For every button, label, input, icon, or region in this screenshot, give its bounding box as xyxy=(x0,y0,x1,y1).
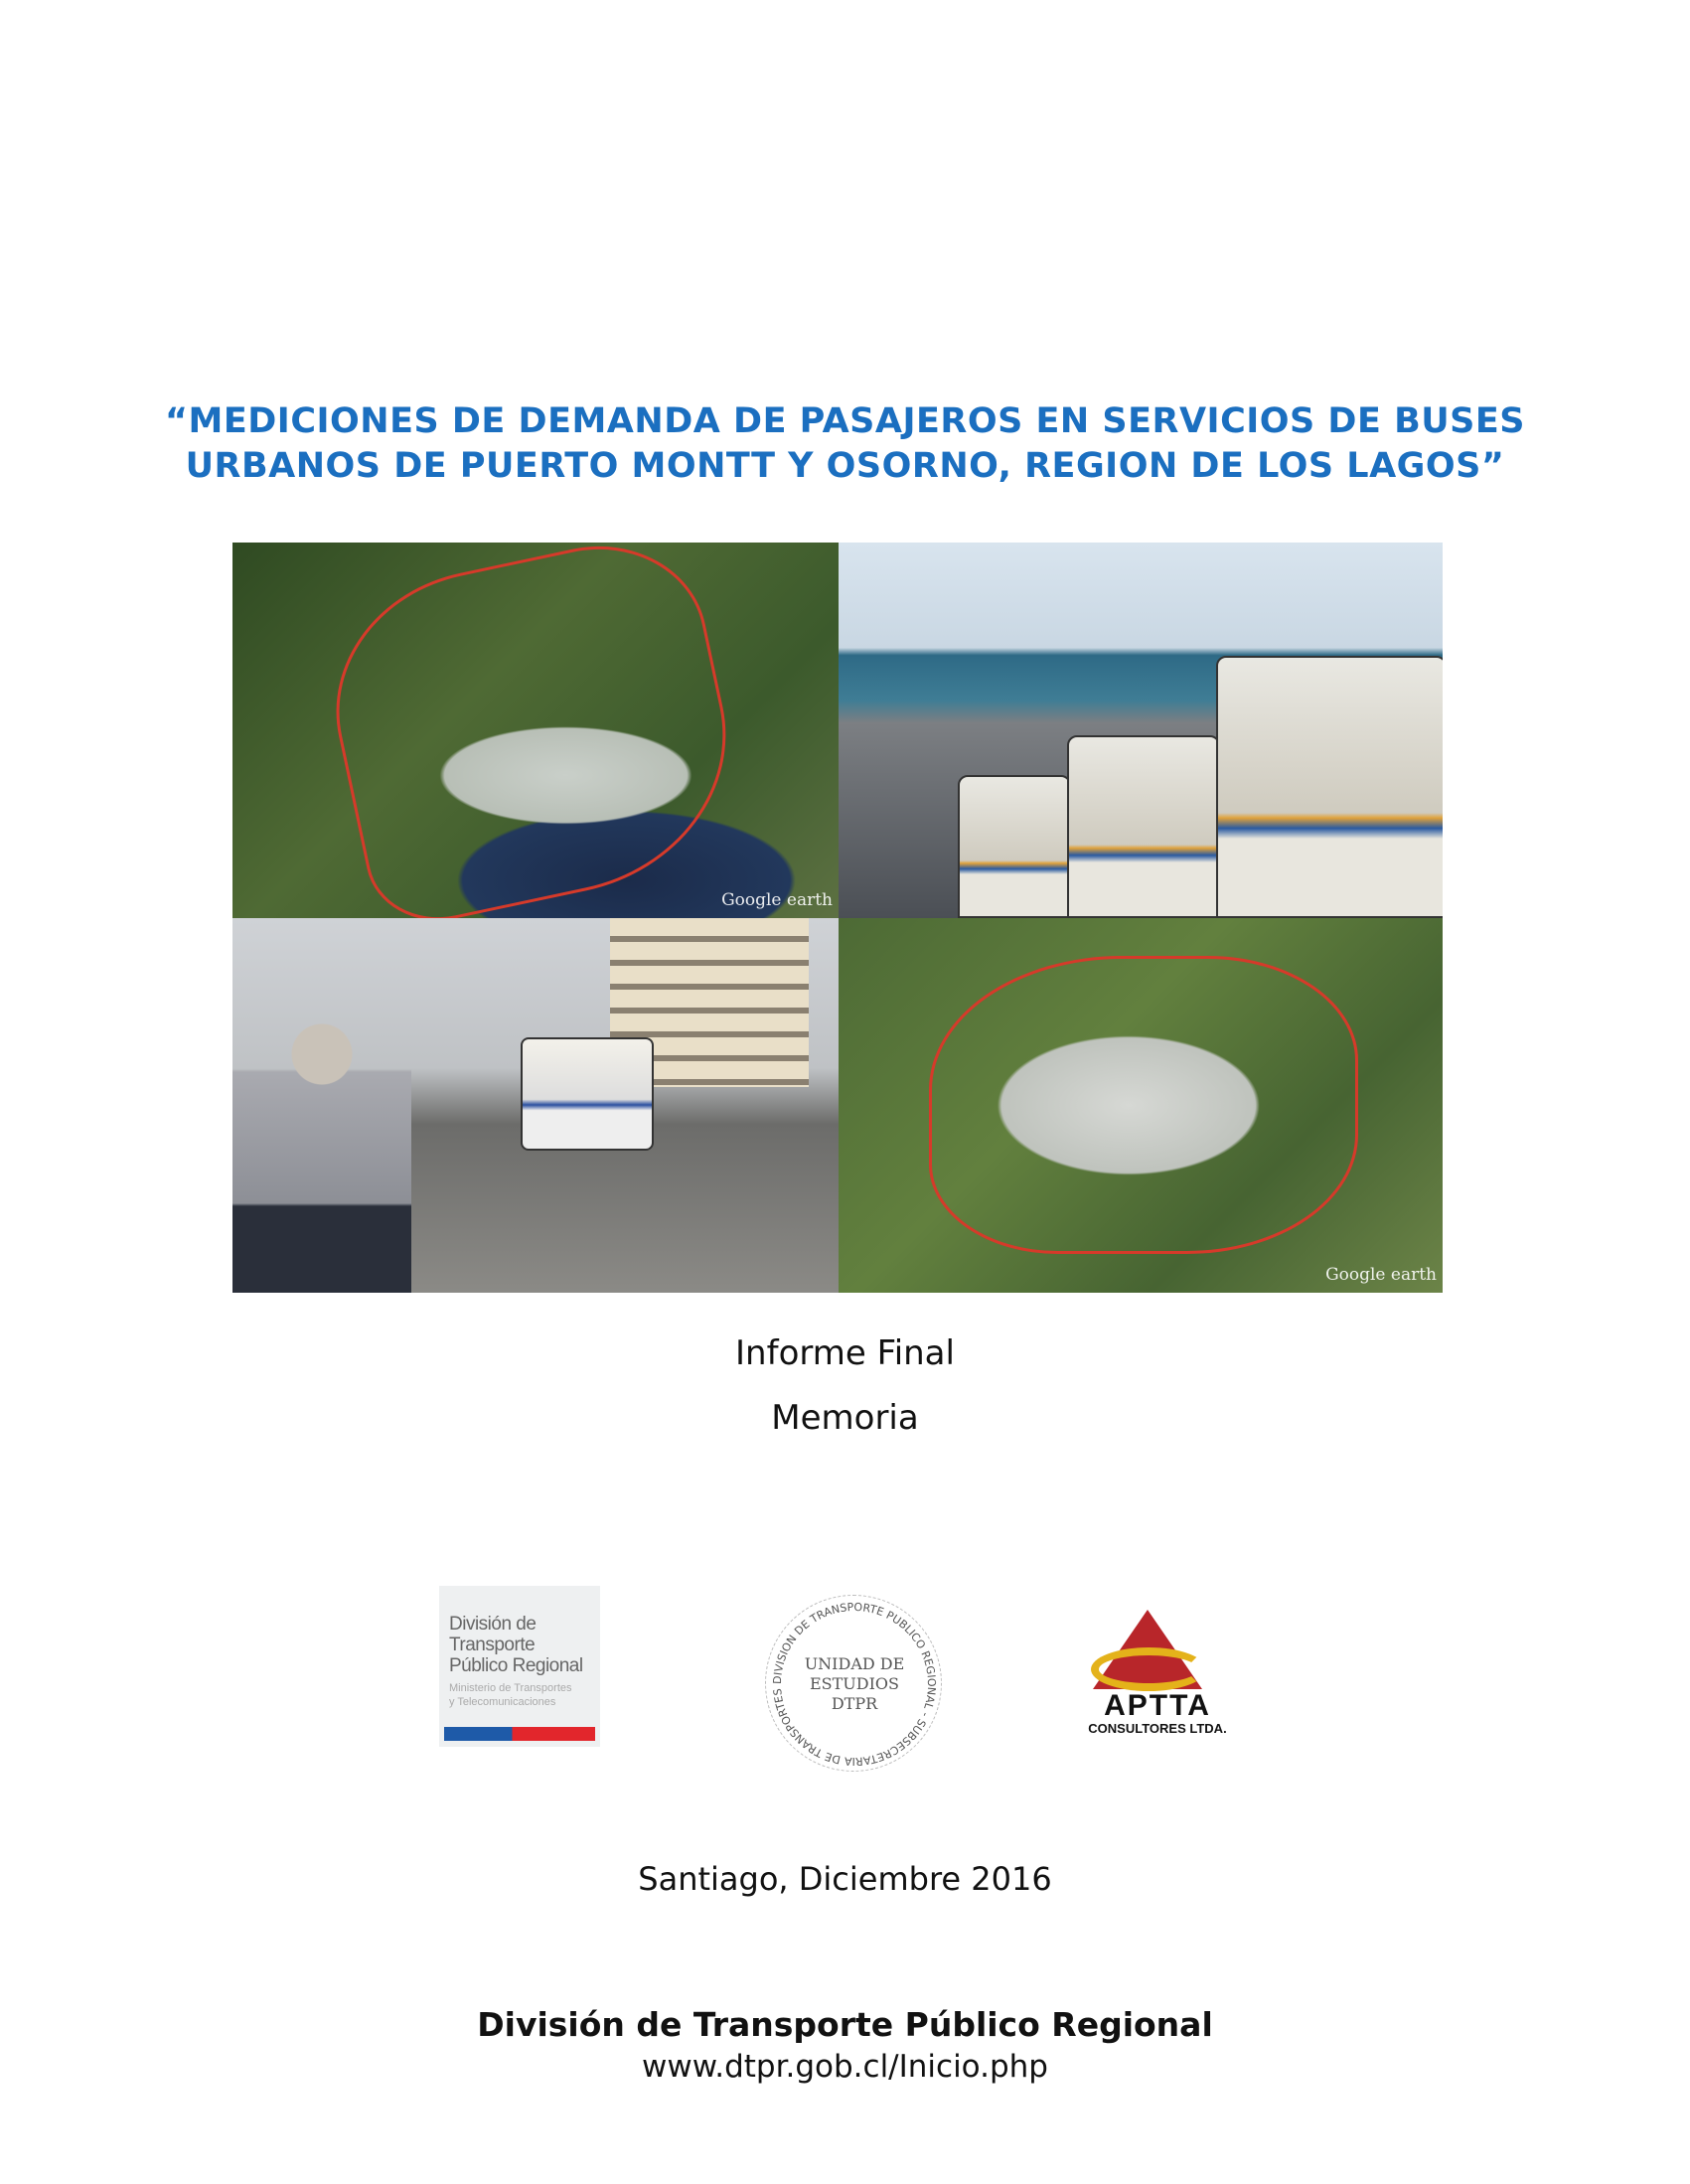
photo-buses-waterfront xyxy=(839,543,1443,918)
footer-organization: División de Transporte Público Regional xyxy=(477,2005,1213,2044)
logo-text: Transporte xyxy=(449,1635,536,1655)
satellite-map-puerto-montt xyxy=(232,543,839,918)
aptta-tagline: CONSULTORES LTDA. xyxy=(1088,1721,1227,1736)
aptta-name: APTTA xyxy=(1104,1689,1211,1722)
google-earth-watermark: Google earth xyxy=(1325,1265,1437,1285)
report-volume: Memoria xyxy=(771,1398,919,1438)
flag-stripe xyxy=(444,1727,595,1741)
logo-text: División de xyxy=(449,1614,537,1635)
urban-boundary-outline xyxy=(311,543,754,918)
footer-url[interactable]: www.dtpr.gob.cl/Inicio.php xyxy=(642,2049,1048,2085)
seal-text: ESTUDIOS xyxy=(809,1674,900,1693)
bus-image xyxy=(1216,656,1443,918)
unidad-estudios-seal xyxy=(765,1595,944,1774)
report-type: Informe Final xyxy=(735,1333,955,1373)
logo-subtext: y Telecomunicaciones xyxy=(449,1696,556,1708)
aptta-arrow-icon xyxy=(1091,1647,1206,1691)
bus-image xyxy=(958,775,1071,918)
bus-image xyxy=(521,1037,654,1151)
bus-image xyxy=(1067,735,1220,918)
cover-photo-collage xyxy=(232,543,1443,1293)
photo-bus-street-osorno xyxy=(232,918,839,1293)
svg-text:DIVISION DE TRANSPORTE PUBLICO: DIVISION DE TRANSPORTE PUBLICO REGIONAL - SUBSECRETARIA DE TRANSPORTES xyxy=(770,1600,939,1769)
logo-subtext: Ministerio de Transportes xyxy=(449,1682,572,1694)
document-title xyxy=(0,399,1690,489)
google-earth-watermark: Google earth xyxy=(721,890,833,910)
logo-text: Público Regional xyxy=(449,1655,583,1676)
aptta-logo xyxy=(1063,1610,1252,1739)
seal-text: UNIDAD DE xyxy=(804,1654,905,1673)
satellite-map-osorno xyxy=(839,918,1443,1293)
dtpr-logo xyxy=(439,1586,600,1747)
title-line-1: “MEDICIONES DE DEMANDA DE PASAJEROS EN SERVICIOS DE BUSES xyxy=(165,401,1525,441)
urban-boundary-outline xyxy=(929,956,1358,1254)
pedestrian-image xyxy=(232,995,411,1293)
seal-text: DTPR xyxy=(831,1694,878,1713)
place-date: Santiago, Diciembre 2016 xyxy=(638,1860,1052,1898)
title-line-2: URBANOS DE PUERTO MONTT Y OSORNO, REGION DE LOS LAGOS” xyxy=(185,446,1505,486)
